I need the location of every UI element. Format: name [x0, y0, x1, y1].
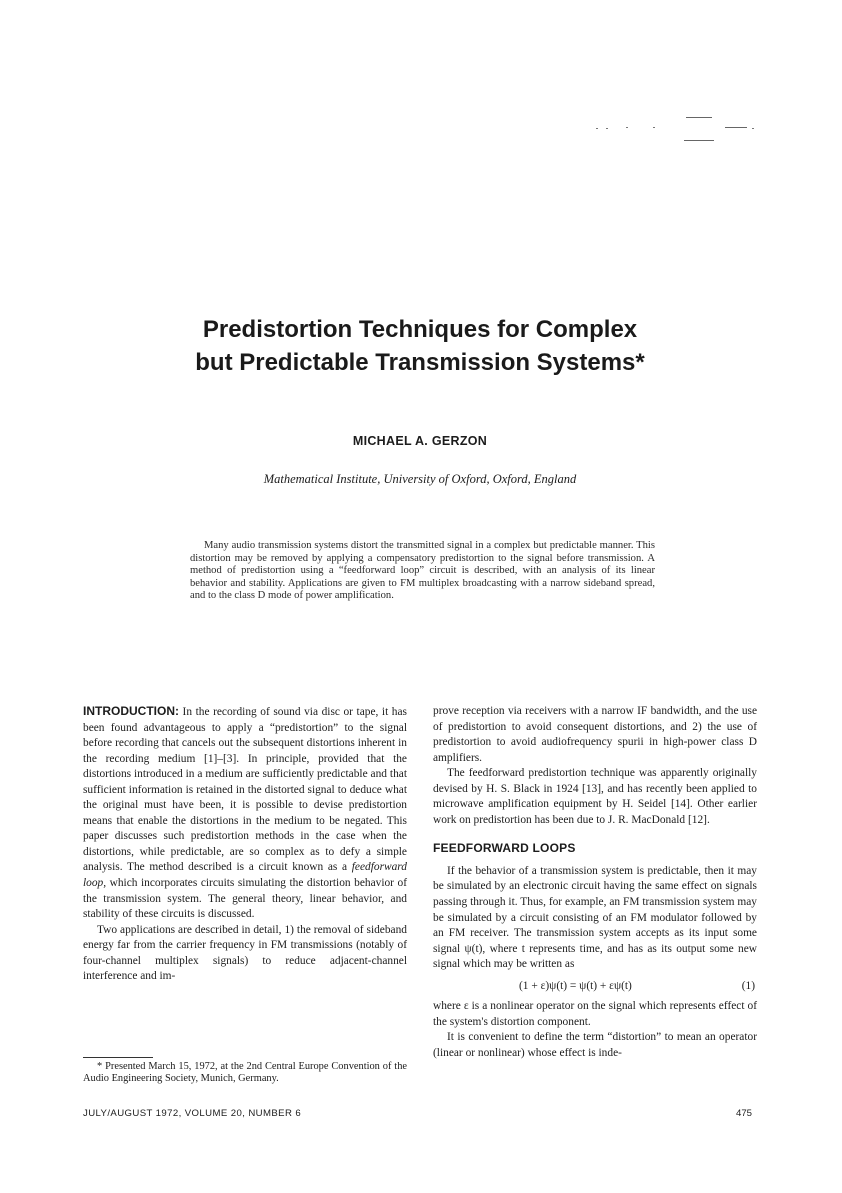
- equation-body: (1 + ε)ψ(t) = ψ(t) + εψ(t): [519, 979, 632, 992]
- footnote: * Presented March 15, 1972, at the 2nd Central Europe Convention of the Audio Engineering Society, Munich, Germany.: [83, 1061, 407, 1085]
- author-name: MICHAEL A. GERZON: [352, 434, 488, 448]
- paper-title: [120, 313, 720, 379]
- footnote-rule: [83, 1057, 153, 1058]
- equation-1: [433, 979, 757, 995]
- intro-heading: INTRODUCTION:: [83, 704, 179, 718]
- scan-dot: [596, 128, 598, 129]
- feedforward-paragraph-3: It is convenient to define the term “distortion” to mean an operator (linear or nonlinear) whose effect is inde-: [433, 1031, 757, 1059]
- left-column: [83, 704, 407, 985]
- section-heading-feedforward: FEEDFORWARD LOOPS: [433, 841, 576, 856]
- abstract: Many audio transmission systems distort the transmitted signal in a complex but predictable manner. This distortion may be removed by applying a compensatory predistortion to the signal before transmission. A method of predistortion using a “feedforward loop” circuit is described, with an analysis of its linear behavior and stability. Applications are given to FM multiplex broadcasting with a narrow sideband spread, and to the class D mode of power amplification.: [190, 540, 655, 602]
- title-line-2: but Predictable Transmission Systems*: [195, 349, 645, 376]
- scan-mark: [686, 117, 712, 118]
- scan-dot: [653, 127, 655, 128]
- scan-dot: [752, 128, 754, 129]
- intro-paragraph-1: [83, 704, 407, 923]
- intro-paragraph-2: Two applications are described in detail, 1) the removal of sideband energy far from the carrier frequency in FM transmissions (notably of four-channel multiplex signals) to reduce adjacent-channel interference and im-: [83, 923, 407, 983]
- scan-mark: [725, 127, 747, 128]
- running-footer: JULY/AUGUST 1972, VOLUME 20, NUMBER 6: [83, 1108, 302, 1119]
- scan-dot: [626, 127, 628, 128]
- feedforward-paragraph-2: where ε is a nonlinear operator on the signal which represents effect of the system's distortion component.: [433, 1000, 757, 1028]
- page-number: 475: [736, 1108, 753, 1119]
- scan-dot: [606, 128, 608, 129]
- intro-text: In the recording of sound via disc or tape, it has been found advantageous to apply a “predistortion” to the signal before recording that cancels out the subsequent distortions inherent in the recording medium [1]–[3]. In principle, provided that the distortions introduced in a medium are sufficiently predictable and that sufficient information is retained in the distorted signal to deduce what the original must have been, it is possible to devise predistortion means that enable the distortions in the medium to be negated. This paper discusses such predistortion methods in the case when the distortions, while predictable, are so complex as to defy a simple analysis. The method described is a circuit known as a: [83, 706, 407, 874]
- intro-italic-term: feedforward loop,: [83, 861, 407, 890]
- right-column: [433, 704, 757, 1061]
- author-affiliation: Mathematical Institute, University of Oxford, Oxford, England: [263, 472, 577, 486]
- intro-text-end: which incorporates circuits simulating the distortion behavior of the transmission system. The general theory, linear behavior, and stability of these circuits is discussed.: [83, 877, 407, 921]
- feedforward-paragraph-1: If the behavior of a transmission system is predictable, then it may be simulated by an electronic circuit having the same effect on signals passing through it. Thus, for example, an FM transmission system may be simulated by a circuit consisting of an FM modulator followed by an FM receiver. The transmission system accepts as its input some signal ψ(t), where t represents time, and has as its output some new signal which may be written as: [433, 864, 757, 971]
- equation-number: (1): [741, 979, 755, 992]
- right-paragraph-1: prove reception via receivers with a narrow IF bandwidth, and the use of predistortion to avoid consequent distortions, and 2) the use of predistortion to avoid audiofrequency spurii in high-power class D amplifiers.: [433, 705, 757, 764]
- scan-mark: [684, 140, 714, 141]
- title-line-1: Predistortion Techniques for Complex: [202, 316, 638, 343]
- right-paragraph-2: The feedforward predistortion technique was apparently originally devised by H. S. Black in 1924 [13], and has recently been applied to microwave amplification equipment by H. Seidel [14]. Other earlier work on predistortion has been due to J. R. MacDonald [12].: [433, 767, 757, 826]
